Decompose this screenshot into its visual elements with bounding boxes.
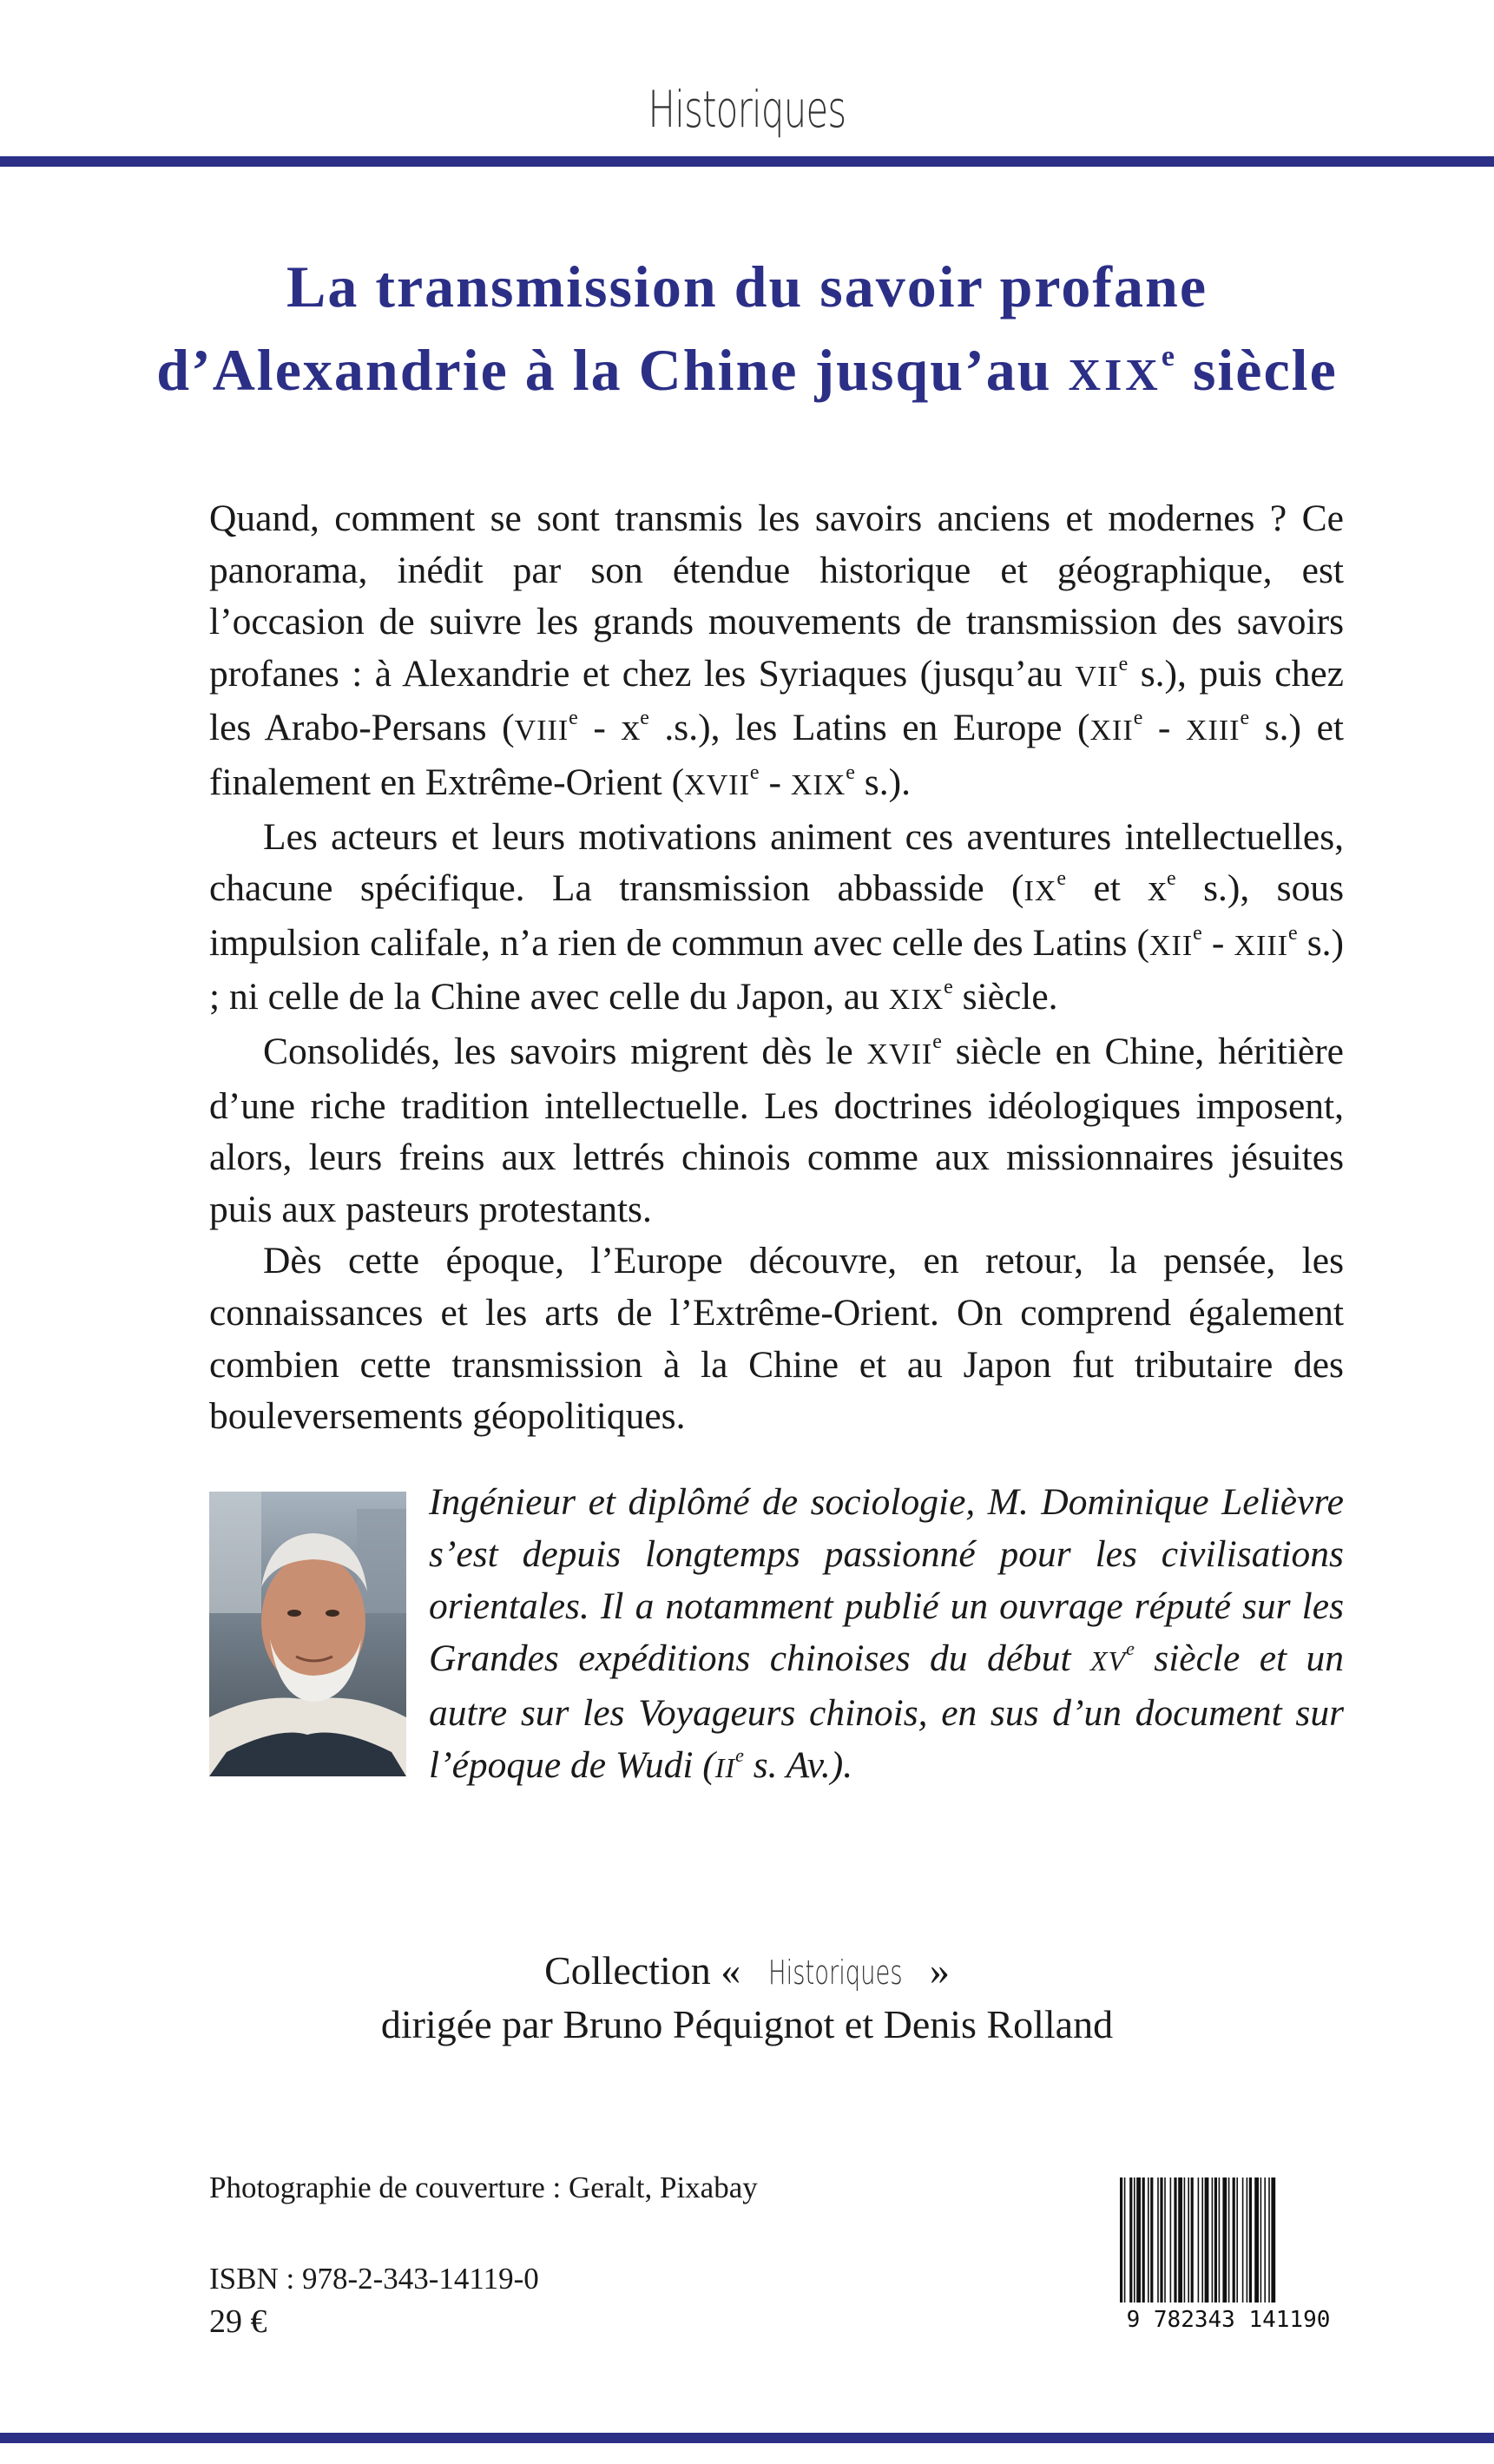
author-photo (209, 1492, 406, 1776)
text: Les acteurs et leurs motivations animent ces aventures intellectuelles, chacune spécifique. La transmission abbasside ( (209, 815, 1344, 910)
sup: e (749, 761, 760, 784)
collection-series-name: Historiques (767, 1953, 903, 1992)
century: XII (1148, 929, 1194, 962)
barcode-bar (1160, 2177, 1162, 2308)
price: 29 € (209, 2303, 267, 2340)
barcode-bar (1164, 2177, 1166, 2308)
barcode-bar (1247, 2177, 1248, 2308)
title-line-1: La transmission du savoir profane (286, 254, 1208, 320)
author-portrait-image (209, 1492, 406, 1776)
blurb-paragraph-3 (209, 1026, 1344, 1235)
text: s.), puis chez les Arabo-Persans ( (209, 652, 1344, 749)
text: Collection « (544, 1948, 751, 1993)
barcode-bar (1174, 2177, 1176, 2308)
barcode-bar (1124, 2177, 1126, 2308)
barcode-bar (1198, 2177, 1200, 2308)
title-century-sup: e (1161, 340, 1176, 372)
title-line-2-pre: d’Alexandrie à la Chine jusqu’au (156, 337, 1069, 403)
text: s. Av.). (743, 1744, 853, 1786)
barcode-bar (1254, 2177, 1259, 2308)
title-century: XIX (1068, 351, 1162, 400)
text: s.). (854, 761, 911, 803)
century: XIX (790, 768, 846, 801)
text: siècle et un autre sur les Voyageurs chinois, en sus d’un document sur l’époque de Wudi ( (429, 1637, 1344, 1786)
barcode-bar (1184, 2177, 1186, 2308)
series-label: Historiques (648, 80, 846, 139)
sup: e (1167, 867, 1176, 891)
barcode-bar (1148, 2177, 1149, 2308)
sup: e (1193, 921, 1202, 945)
photo-credit: Photographie de couverture : Geralt, Pixabay (209, 2171, 758, 2204)
bottom-rule (0, 2433, 1494, 2443)
barcode-bar (1236, 2177, 1238, 2308)
barcode-bar (1178, 2177, 1182, 2308)
barcode-bars (1120, 2177, 1275, 2308)
text: - (1201, 921, 1234, 964)
blurb (209, 493, 1344, 1443)
barcode-bar (1249, 2177, 1252, 2308)
text: - (759, 761, 791, 803)
blurb-paragraph-2 (209, 812, 1344, 1026)
barcode-bar (1268, 2177, 1270, 2308)
top-rule (0, 156, 1494, 167)
title-line-2-post: siècle (1175, 337, 1338, 403)
text: siècle. (952, 976, 1058, 1018)
century: XII (1089, 715, 1134, 748)
century: VIII (514, 715, 569, 748)
century: XIX (888, 984, 944, 1017)
barcode-bar (1214, 2177, 1217, 2308)
collection-info (0, 1945, 1494, 2051)
collection-line-2: dirigée par Bruno Péquignot et Denis Rolland (380, 2002, 1114, 2046)
barcode-bar (1228, 2177, 1230, 2308)
century: XIII (1234, 929, 1288, 962)
barcode-bar (1188, 2177, 1189, 2308)
barcode-bar (1212, 2177, 1214, 2308)
barcode-bar (1150, 2177, 1153, 2308)
sup: e (1287, 921, 1298, 945)
barcode-bar (1219, 2177, 1221, 2308)
barcode-bar (1170, 2177, 1172, 2308)
barcode-bar (1129, 2177, 1132, 2308)
century: VII (1075, 660, 1119, 693)
barcode-bar (1142, 2177, 1145, 2308)
text: - x (577, 707, 641, 749)
sup: e (846, 761, 855, 784)
sup: e (1056, 867, 1067, 891)
sup: e (1126, 1637, 1135, 1659)
sup: e (735, 1744, 744, 1766)
sup: e (1118, 652, 1129, 675)
barcode-bar (1136, 2177, 1141, 2308)
collection-line-1 (0, 1945, 1494, 1999)
blurb-paragraph-1 (209, 493, 1344, 812)
isbn: ISBN : 978-2-343-14119-0 (209, 2262, 539, 2296)
barcode-digits: 9 782343 141190 (1126, 2307, 1331, 2333)
barcode-bar (1120, 2177, 1122, 2308)
book-title (0, 245, 1494, 418)
text: s.), sous impulsion califale, n’a rien de commun avec celle des Latins ( (209, 867, 1344, 964)
text: et x (1066, 867, 1168, 910)
barcode-bar (1260, 2177, 1262, 2308)
barcode-bar (1205, 2177, 1209, 2308)
barcode-bar (1134, 2177, 1135, 2308)
century: XIII (1185, 715, 1241, 748)
text: Quand, comment se sont transmis les savoirs anciens et modernes ? Ce panorama, inédit par son étendue historique et géographique, est l’occasion de suivre les grands mouvements de transmission des savoirs profanes : à Alexandrie et chez les Syriaques (jusqu’au (209, 497, 1344, 695)
text: .s.), les Latins en Europe ( (648, 707, 1090, 749)
text: s.) ; ni celle de la Chine avec celle du Japon, au (209, 921, 1344, 1018)
barcode-bar (1242, 2177, 1244, 2308)
text: Consolidés, les savoirs migrent dès le (263, 1030, 867, 1072)
barcode-bar (1264, 2177, 1266, 2308)
sup: e (1133, 707, 1143, 730)
barcode-bar (1157, 2177, 1159, 2308)
blurb-paragraph-4: Dès cette époque, l’Europe découvre, en retour, la pensée, les connaissances et les arts de l’Extrême-Orient. On comprend également combien cette transmission à la Chine et au Japon fut tributaire des bouleversements géopolitiques. (209, 1240, 1344, 1438)
sup: e (640, 707, 649, 730)
barcode-bar (1222, 2177, 1227, 2308)
text: s.) et finalement en Extrême-Orient ( (209, 707, 1344, 803)
title-line-2 (0, 328, 1494, 418)
barcode-bar (1271, 2177, 1275, 2308)
century: IX (1023, 875, 1057, 908)
bio-paragraph (429, 1476, 1344, 1794)
barcode-bar (1233, 2177, 1235, 2308)
text: siècle en Chine, héritière d’une riche tradition intellectuelle. Les doctrines idéologiques imposent, alors, leurs freins aux lettrés chinois comme aux missionnaires jésuites puis aux pasteurs protestants. (209, 1030, 1344, 1230)
text: Ingénieur et diplômé de sociologie, M. Dominique Lelièvre s’est depuis longtemps passionné pour les civilisations orientales. Il a notamment publié un ouvrage réputé sur les Grandes expéditions chinoises du début (429, 1481, 1344, 1679)
author-bio (429, 1476, 1344, 1794)
century: XVII (684, 768, 750, 801)
barcode-bar (1191, 2177, 1194, 2308)
barcode (1115, 2177, 1342, 2334)
sup: e (1240, 707, 1250, 730)
barcode-bar (1201, 2177, 1203, 2308)
sup: e (944, 976, 953, 999)
sup: e (932, 1030, 942, 1053)
text: » (919, 1948, 950, 1993)
century: XV (1090, 1645, 1127, 1677)
sup: e (569, 707, 578, 730)
century: XVII (866, 1038, 933, 1071)
text: - (1142, 707, 1186, 749)
century: II (714, 1752, 736, 1783)
